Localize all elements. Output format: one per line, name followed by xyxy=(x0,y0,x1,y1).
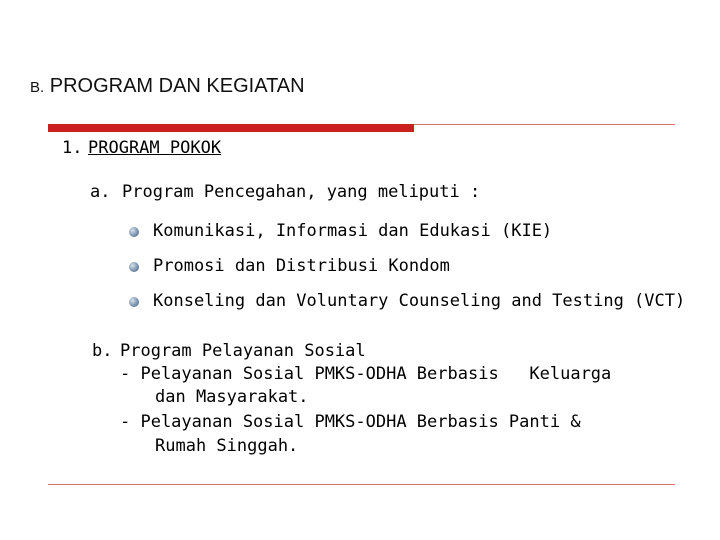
item-b-marker: b. xyxy=(92,341,113,361)
item-b-line: - Pelayanan Sosial PMKS-ODHA Berbasis Panti & xyxy=(120,412,581,432)
item-b-line: - Pelayanan Sosial PMKS-ODHA Berbasis Keluarga xyxy=(120,364,612,384)
bullet-item: Konseling dan Voluntary Counseling and Testing (VCT) xyxy=(153,291,686,311)
bullet-icon xyxy=(129,262,139,272)
slide-heading xyxy=(30,75,305,98)
accent-bar xyxy=(48,124,414,132)
item-a-text: Program Pencegahan, yang meliputi : xyxy=(122,182,481,202)
section-number: 1. xyxy=(62,138,83,158)
bullet-item: Promosi dan Distribusi Kondom xyxy=(153,256,450,276)
header-rule xyxy=(414,124,675,125)
item-b-line: Rumah Singgah. xyxy=(155,436,299,456)
section-title: PROGRAM POKOK xyxy=(88,138,222,158)
bullet-icon xyxy=(129,227,139,237)
heading-prefix: B. xyxy=(30,79,45,96)
footer-rule xyxy=(48,484,675,485)
heading-title: PROGRAM DAN KEGIATAN xyxy=(49,75,305,97)
bullet-item: Komunikasi, Informasi dan Edukasi (KIE) xyxy=(153,221,553,241)
bullet-icon xyxy=(129,297,139,307)
item-a-marker: a. xyxy=(90,182,111,202)
item-b-text: Program Pelayanan Sosial xyxy=(120,341,366,361)
item-b-line: dan Masyarakat. xyxy=(155,387,309,407)
